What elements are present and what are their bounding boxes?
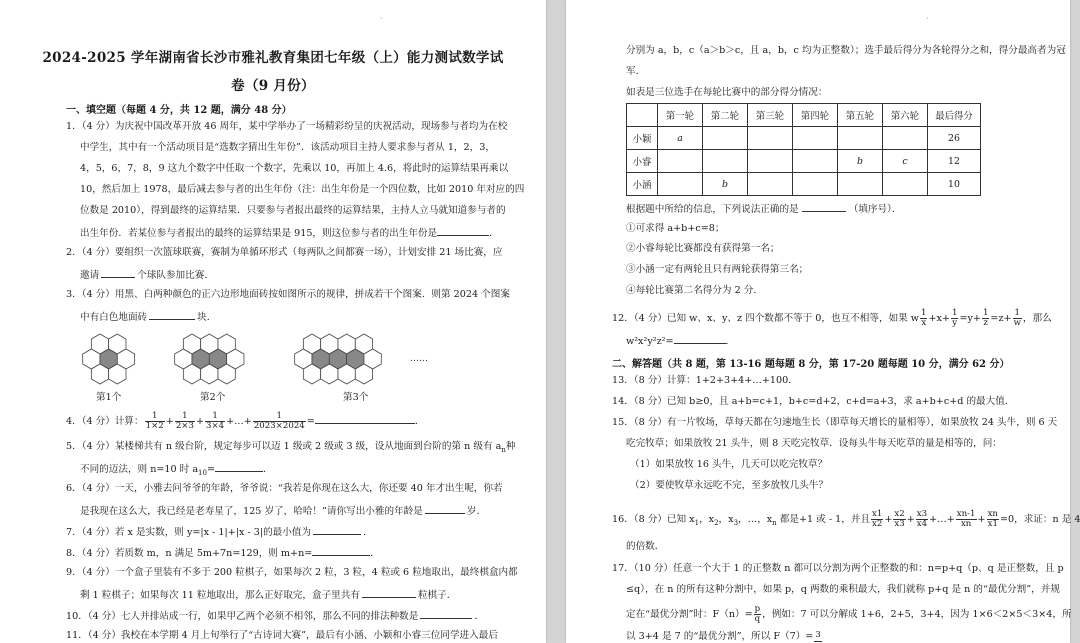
- q1-line: 10，然后加上 1978，最后减去参与者的出生年份（注：出生年份是一个四位数，比如 2010 年对应的四: [80, 184, 525, 195]
- figure-caption: 第2个: [200, 392, 226, 403]
- q11-line: 11．（4 分）我校在本学期 4 月上旬举行了“古诗词大赛”，最后有小涵、小颖和小睿三位同学进入最后: [66, 630, 498, 641]
- table-header-cell: 第二轮: [703, 104, 748, 127]
- q4-line: 4．（4 分）计算： $\frac{1}{1\times 2}$ + $\frac{1}{2\times 3}$ + $\frac{1}{3\times 4}$ +…+ $\frac{1}{2023\times 2024}$ = ．: [66, 410, 425, 431]
- q3-line: 3．（4 分）用黑、白两种颜色的正六边形地面砖按如图所示的规律，拼成若干个图案．则第 2024 个图案: [66, 289, 510, 300]
- answer-blank[interactable]: [101, 268, 135, 278]
- q1-line: 位数是 2010），得到最终的运算结果．只要参与者报出最终的运算结果，主持人立马就知道参与者的: [80, 205, 506, 216]
- table-header-cell: 最后得分: [928, 104, 981, 127]
- answer-blank[interactable]: [313, 525, 361, 535]
- q15-sub: （1）如果放牧 16 头牛，几天可以吃完牧草？: [630, 459, 828, 470]
- table-row: [627, 127, 981, 150]
- option-item: ①可求得 a+b+c=8；: [626, 223, 725, 234]
- q17-line: ≤q），在 n 的所有这种分割中，如果 p，q 两数的乘积最大，我们就称 p+q 是 n 的“最优分割”，并规: [626, 584, 1060, 595]
- q5-line: 不同的迈法，则 n=10 时 $a_{10}=$ ．: [80, 464, 273, 477]
- answer-blank[interactable]: [149, 310, 195, 320]
- table-cell: 26: [928, 127, 981, 150]
- q6-line: 是我现在这么大，我已经是老寿星了，125 岁了，哈哈！”请你写出小雅的年龄是 岁．: [80, 506, 487, 517]
- table-cell: 小睿: [627, 150, 658, 173]
- q11-cont-line: 分别为 a，b，c（a＞b＞c，且 a，b，c 均为正整数）；选手最后得分为各轮得分之和，得分最高者为冠: [626, 45, 1066, 56]
- table-intro: 如表是三位选手在每轮比赛中的部分得分情况：: [626, 87, 828, 98]
- q17-line: 定在“最优分割”时：F（n）= $\frac{p}{q}$ ，例如：7 可以分解成 1+6，2+5，3+4，因为 1×6＜2×5＜3×4，所: [626, 603, 1072, 624]
- q15-line: 吃完牧草；如果放牧 21 头牛，则 8 天吃完牧草．设每头牛每天吃草的量是相等的，问：: [626, 438, 1002, 449]
- q11-question: 根据题中所给的信息，下列说法正确的是 （填序号）．: [626, 204, 902, 215]
- hex-figure-2: [175, 334, 244, 384]
- q9-line: 9．（4 分）一个盒子里装有不多于 200 粒棋子，如果每次 2 粒，3 粒，4 粒或 6 粒地取出，最终棋盒内都: [66, 567, 518, 578]
- answer-blank[interactable]: [312, 546, 370, 556]
- q13-line: 13．（8 分）计算：1+2+3+4+…+100．: [612, 375, 798, 386]
- table-cell: c: [883, 150, 928, 173]
- answer-blank[interactable]: [425, 504, 465, 514]
- answer-blank[interactable]: [674, 334, 726, 344]
- q2-line: 2．（4 分）要组织一次篮球联赛，赛制为单循环形式（每两队之间都赛一场），计划安排 21 场比赛，应: [66, 247, 503, 258]
- q9-line: 剩 1 粒棋子；如果每次 11 粒地取出，那么正好取完，盒子里共有 粒棋子．: [80, 590, 457, 601]
- table-cell: [748, 173, 793, 196]
- q4-eq: =: [306, 416, 315, 427]
- table-cell: [793, 127, 838, 150]
- q12-line: w²x²y²z²= ．: [626, 336, 736, 347]
- table-cell: [748, 150, 793, 173]
- section-answer: 二、解答题（共 8 题，第 13-16 题每题 8 分，第 17-20 题每题 10 分，满分 62 分）: [612, 359, 1010, 370]
- figure-caption: 第1个: [96, 392, 122, 403]
- score-table: [626, 103, 981, 196]
- q1-line: 中学生，其中有一个活动项目是“选数字猜出生年份”．该活动项目主持人要求参与者从 1，2，3，: [80, 142, 495, 153]
- q7-line: 7．（4 分）若 x 是实数，则 y=|x - 1|+|x - 3|的最小值为 ．: [66, 527, 373, 538]
- table-header-cell: 第六轮: [883, 104, 928, 127]
- table-cell: 小涵: [627, 173, 658, 196]
- table-cell: [883, 173, 928, 196]
- q17-line: 以 3+4 是 7 的“最优分割”，所以 F（7）= 3: [626, 630, 821, 642]
- answer-blank[interactable]: [802, 202, 846, 212]
- q1-line: 出生年份．若某位参与者报出的最终的运算结果是 915，则这位参与者的出生年份是 ．: [80, 228, 499, 239]
- table-cell: [793, 173, 838, 196]
- q3-text: 中有白色地面砖: [80, 312, 148, 323]
- section-fill-blank: 一、填空题（每题 4 分，共 12 题，满分 48 分）: [66, 105, 292, 116]
- q1-text: 出生年份．若某位参与者报出的最终的运算结果是 915，则这位参与者的出生年份是: [80, 228, 438, 239]
- hex-figure-3: [295, 334, 382, 384]
- answer-blank[interactable]: [362, 588, 416, 598]
- q4-dots: +…+: [226, 416, 252, 427]
- option-item: ③小涵一定有两轮且只有两轮获得第三名；: [626, 264, 809, 275]
- q6-line: 6．（4 分）一天，小雅去问爷爷的年龄，爷爷说：“我若是你现在这么大，你还要 40 年才出生呢，你若: [66, 483, 503, 494]
- q16-line: 16．（8 分）已知 $x_1$，$x_2$，$x_3$，…，$x_n$ 都是+1 或 - 1，并且 $\frac{x1}{x2}$ + $\frac{x2}{x3}$ + $\frac{x3}{x4}$ +…+ $\frac{xn-1}{xn}$ + $\frac{xn}{x1}$ =0，求证：n 是 4: [612, 508, 1080, 529]
- q11-cont-line: 军．: [626, 66, 646, 77]
- q2-text: 个球队参加比赛．: [137, 270, 214, 281]
- table-header-cell: 第一轮: [658, 104, 703, 127]
- table-cell: [748, 127, 793, 150]
- figure-ellipsis: ……: [410, 354, 428, 364]
- q5-line: 5．（4 分）某楼梯共有 n 级台阶，规定每步可以迈 1 级或 2 级或 3 级，设从地面到台阶的第 n 级有 $a_n$种: [66, 441, 516, 454]
- q12-line: 12．（4 分）已知 w、x、y、z 四个数都不等于 0，也互不相等，如果 w $\frac{1}{x}$ +x+ $\frac{1}{y}$ =y+ $\frac{1}{z}$ =z+ $\frac{1}{w}$ ，那么: [612, 307, 1052, 328]
- table-header-cell: 第三轮: [748, 104, 793, 127]
- q16-line: 的倍数．: [626, 541, 665, 552]
- answer-blank[interactable]: [315, 414, 415, 424]
- figure-caption: 第3个: [343, 392, 369, 403]
- table-cell: [658, 150, 703, 173]
- hex-figure-1: [83, 334, 135, 384]
- table-cell: [793, 150, 838, 173]
- table-cell: [703, 150, 748, 173]
- table-row: [627, 150, 981, 173]
- q1-line: 4，5，6，7，8，9 这九个数字中任取一个数字，先乘以 10，再加上 4.6，将此时的运算结果再乘以: [80, 163, 509, 174]
- fraction: $\frac{1}{2023\times 2024}$: [253, 410, 305, 431]
- q14-line: 14．（8 分）已知 b≥0，且 a+b=c+1，b+c=d+2，c+d=a+3，求 a+b+c+d 的最大值．: [612, 396, 1015, 407]
- fraction: $\frac{1}{1\times 2}$: [145, 410, 164, 431]
- q10-line: 10．（4 分）七人并排站成一行，如果甲乙两个必须不相邻，那么不同的排法种数是 ．: [66, 611, 484, 622]
- q2-line: [80, 268, 214, 282]
- page-title: 2024-2025 学年湖南省长沙市雅礼教育集团七年级（上）能力测试数学试: [42, 50, 504, 66]
- option-item: ②小睿每轮比赛都没有获得第一名；: [626, 243, 780, 254]
- q3-text: 块．: [197, 312, 217, 323]
- table-cell: 小颖: [627, 127, 658, 150]
- fraction: $\frac{1}{3\times 4}$: [206, 410, 225, 431]
- answer-blank[interactable]: [437, 226, 489, 236]
- answer-blank[interactable]: [215, 462, 263, 472]
- page-dot: ·: [380, 14, 383, 23]
- table-cell: 10: [928, 173, 981, 196]
- q17-line: 17．（10 分）任意一个大于 1 的正整数 n 都可以分割为两个正整数的和：n=p+q（p、q 是正整数，且 p: [612, 563, 1064, 574]
- table-header-cell: 第四轮: [793, 104, 838, 127]
- table-cell: b: [838, 150, 883, 173]
- q2-text: 邀请: [80, 270, 100, 281]
- q4-text: 4．（4 分）计算：: [66, 416, 144, 427]
- q1-line: 1．（4 分）为庆祝中国改革开放 46 周年，某中学举办了一场精彩纷呈的庆祝活动，现场参与者均为在校: [66, 121, 508, 132]
- table-cell: [703, 127, 748, 150]
- table-cell: 12: [928, 150, 981, 173]
- answer-blank[interactable]: [420, 609, 472, 619]
- table-cell: [838, 173, 883, 196]
- q8-line: 8．（4 分）若质数 m，n 满足 5m+7n=129，则 m+n= ．: [66, 548, 380, 559]
- table-cell: b: [703, 173, 748, 196]
- q3-line: [80, 310, 216, 324]
- table-cell: [883, 127, 928, 150]
- page-dot: ·: [926, 14, 929, 23]
- table-header-cell: 第五轮: [838, 104, 883, 127]
- table-row: [627, 173, 981, 196]
- hexagon-pattern-figure: [78, 334, 438, 386]
- option-item: ④每轮比赛第二名得分为 2 分．: [626, 285, 763, 296]
- page-title-line2: 卷（9 月份）: [231, 78, 315, 94]
- fraction: $\frac{1}{2\times 3}$: [175, 410, 194, 431]
- table-cell: [838, 127, 883, 150]
- table-header-row: [627, 104, 981, 127]
- q15-line: 15．（8 分）有一片牧场，草每天都在匀速地生长（即草每天增长的量相等），如果放牧 24 头牛，则 6 天: [612, 417, 1058, 428]
- table-cell: a: [658, 127, 703, 150]
- q15-sub: （2）要使牧草永远吃不完，至多放牧几头牛？: [630, 480, 828, 491]
- table-header-cell: [627, 104, 658, 127]
- table-cell: [658, 173, 703, 196]
